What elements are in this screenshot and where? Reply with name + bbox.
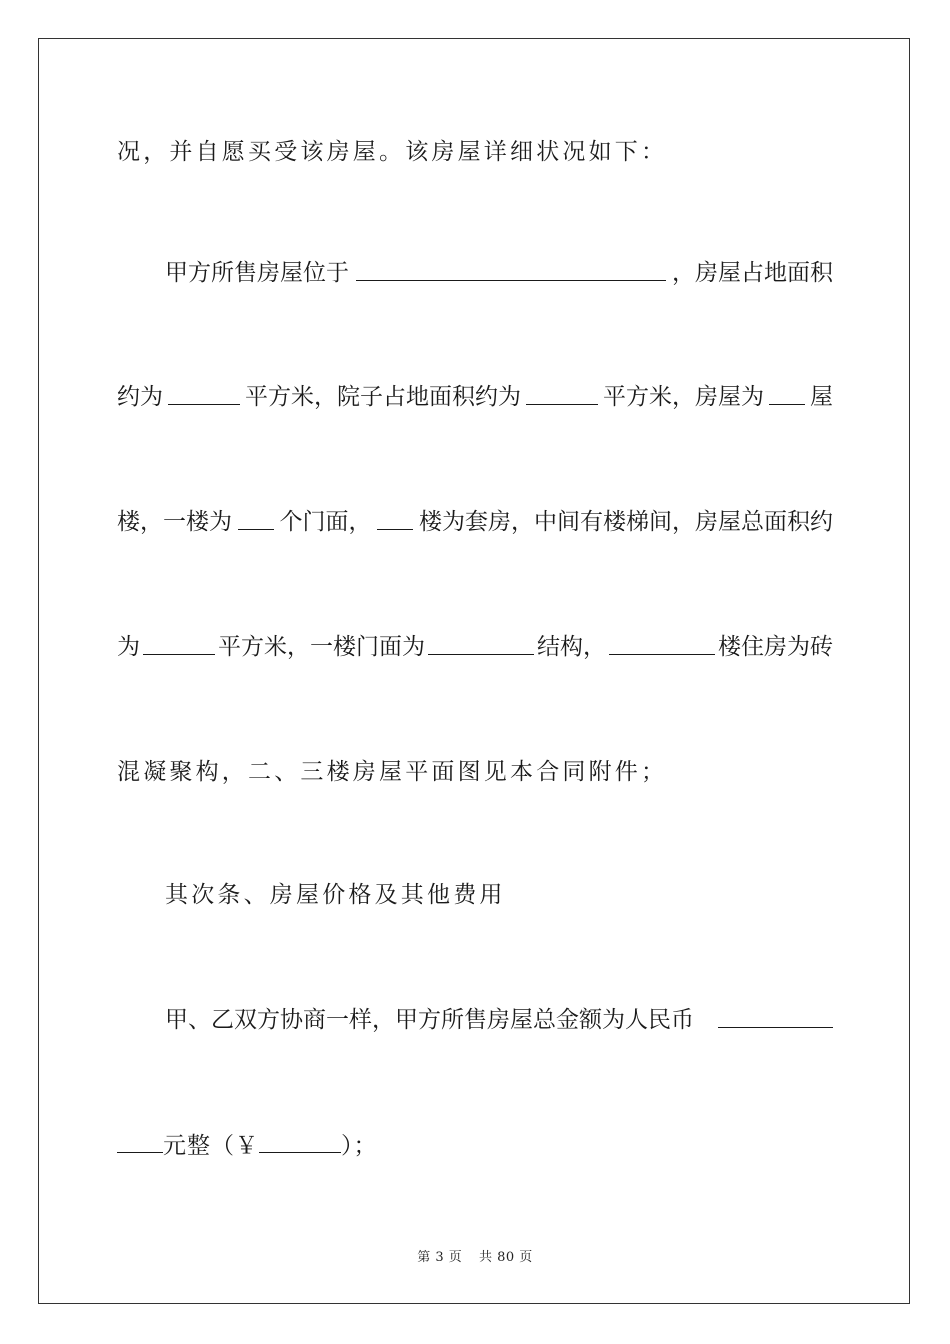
text-segment: 个门面，: [279, 509, 372, 535]
text-segment: 甲、乙双方协商一样，甲方所售房屋总金额为人民币: [165, 1007, 694, 1033]
page-border: [38, 38, 910, 1304]
text-segment: 其次条、房屋价格及其他费用: [165, 882, 506, 908]
text-segment: 结构，: [537, 634, 606, 660]
text-segment: 混凝聚构，二、三楼房屋平面图见本合同附件；: [117, 759, 668, 785]
text-line-9: [117, 1130, 378, 1161]
text-segment: ，房屋占地面积: [672, 260, 833, 286]
fill-blank-house-area: [168, 382, 240, 405]
text-segment: 甲方所售房屋位于: [165, 260, 349, 286]
text-line-3: [117, 382, 833, 412]
text-line-2: [165, 258, 833, 288]
text-segment: 平方米，院子占地面积约为: [245, 384, 521, 410]
fill-blank-total-area: [143, 632, 215, 655]
text-segment: 况，并自愿买受该房屋。该房屋详细状况如下：: [117, 139, 668, 165]
text-segment: 平方米，房屋为: [603, 384, 764, 410]
section-heading: [165, 880, 506, 910]
text-segment: 为: [117, 634, 140, 660]
page-footer: [0, 1246, 950, 1265]
fill-blank-price-continued: [117, 1130, 163, 1153]
text-segment: ）；: [341, 1133, 378, 1159]
text-segment: 屋: [810, 384, 833, 410]
fill-blank-price-numeric: [259, 1130, 341, 1153]
page-total: 共 80 页: [478, 1250, 533, 1265]
fill-blank-suite-floor: [377, 507, 413, 530]
text-line-8: [165, 1005, 833, 1035]
text-line-5: [117, 632, 833, 662]
fill-blank-storefront-count: [238, 507, 274, 530]
text-segment: 楼住房为砖: [718, 634, 833, 660]
fill-blank-total-price: [718, 1005, 833, 1028]
fill-blank-structure: [428, 632, 534, 655]
fill-blank-floors: [769, 382, 805, 405]
fill-blank-location: [356, 258, 666, 281]
text-line-6: [117, 757, 667, 787]
fill-blank-residential-floor: [609, 632, 715, 655]
fill-blank-yard-area: [526, 382, 598, 405]
text-segment: 楼，一楼为: [117, 509, 232, 535]
text-line-1: [117, 137, 667, 167]
text-segment: 平方米，一楼门面为: [218, 634, 425, 660]
text-segment: 约为: [117, 384, 163, 410]
text-segment: 楼为套房，中间有楼梯间，房屋总面积约: [419, 509, 833, 535]
text-line-4: [117, 507, 833, 537]
text-segment: 元整（￥: [163, 1133, 259, 1159]
page-number: 第 3 页: [417, 1250, 463, 1265]
